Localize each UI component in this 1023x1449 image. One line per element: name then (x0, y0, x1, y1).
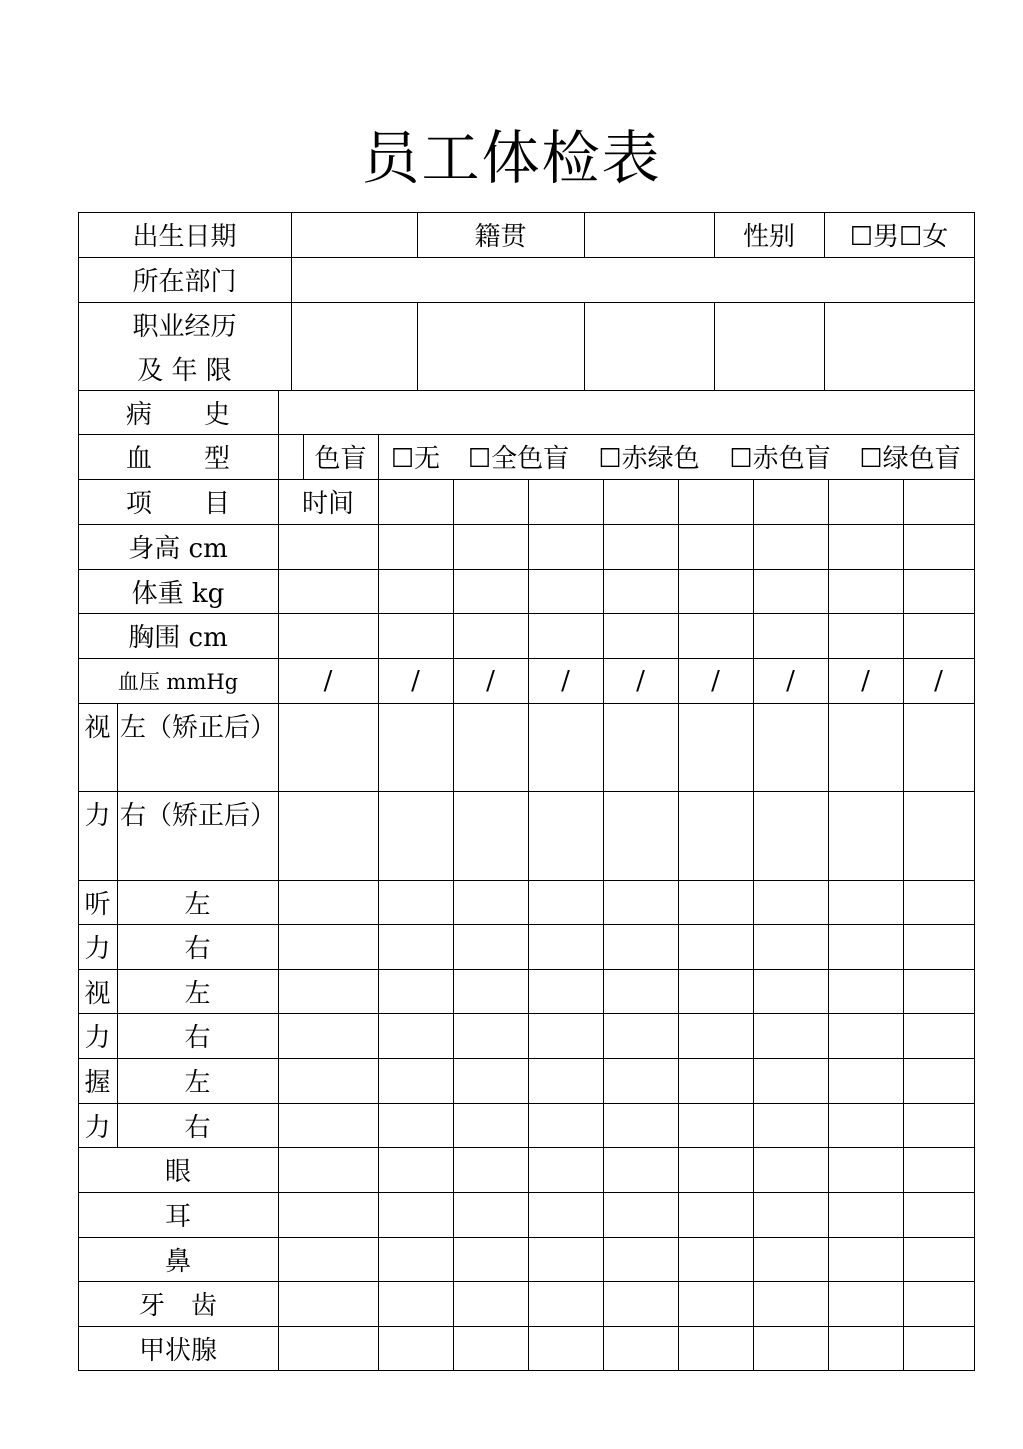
sight-group-label-bottom: 力 (84, 1023, 111, 1053)
colorblind-option[interactable]: ☐赤色盲 (729, 444, 831, 474)
hearing-group-label-bottom: 力 (84, 934, 111, 964)
table-rule (291, 302, 292, 391)
weight-label: 体重 kg (131, 578, 225, 609)
vision-left-corrected-label: 左（矫正后） (120, 712, 277, 743)
table-rule (278, 479, 279, 1371)
colorblind-option[interactable]: ☐绿色盲 (859, 444, 961, 474)
table-rule (903, 479, 904, 1371)
birth-date-field[interactable] (291, 212, 417, 257)
hearing-left-label: 左 (184, 889, 211, 920)
eye-label: 眼 (164, 1157, 191, 1187)
teeth-label: 牙 齿 (138, 1291, 217, 1321)
height-label: 身高 cm (128, 534, 228, 564)
blood-type-label: 血 型 (125, 444, 230, 474)
sight-right-label: 右 (184, 1023, 211, 1053)
colorblind-option[interactable]: ☐全色盲 (467, 444, 570, 474)
vision-group-label-top: 视 (84, 712, 111, 743)
table-rule (714, 302, 715, 391)
native-place-label: 籍贯 (474, 222, 527, 252)
sight-left-label: 左 (184, 978, 211, 1009)
grip-right-label: 右 (184, 1112, 211, 1143)
vision-right-corrected-label: 右（矫正后） (120, 800, 277, 831)
table-rule (678, 479, 679, 1371)
table-rule (417, 302, 418, 391)
table-rule (753, 479, 754, 1371)
table-rule (603, 479, 604, 1371)
table-rule (378, 479, 379, 1371)
table-rule (78, 1370, 975, 1371)
table-rule (828, 479, 829, 1371)
bp-slash: / (561, 665, 570, 696)
ear-label: 耳 (164, 1202, 191, 1232)
colorblind-option[interactable]: ☐无 (390, 444, 441, 474)
colorblind-label: 色盲 (314, 444, 367, 474)
thyroid-label: 甲状腺 (138, 1335, 217, 1366)
medical-history-field[interactable] (278, 390, 974, 434)
nose-label: 鼻 (164, 1246, 191, 1277)
bp-slash: / (411, 665, 420, 696)
sight-group-label-top: 视 (84, 978, 111, 1009)
grip-group-label-top: 握 (84, 1068, 111, 1098)
bp-slash: / (934, 665, 943, 696)
blood-pressure-label: 血压 mmHg (117, 669, 239, 694)
gender-label: 性别 (742, 222, 795, 252)
table-rule (974, 212, 975, 1371)
career-label-line2: 及 年 限 (137, 355, 232, 386)
table-rule (584, 302, 585, 391)
grip-left-label: 左 (184, 1068, 211, 1098)
department-field[interactable] (291, 257, 974, 302)
bp-slash: / (486, 665, 495, 696)
hearing-right-label: 右 (184, 934, 211, 964)
bp-slash: / (636, 665, 645, 696)
birth-date-label: 出生日期 (132, 222, 237, 252)
career-label-line1: 职业经历 (132, 311, 237, 342)
page-title: 员工体检表 (361, 124, 662, 192)
vision-group-label-bottom: 力 (84, 800, 111, 831)
colorblind-option[interactable]: ☐赤绿色 (598, 444, 700, 474)
grip-group-label-bottom: 力 (84, 1112, 111, 1143)
table-rule (453, 479, 454, 1371)
bp-slash: / (786, 665, 795, 696)
department-label: 所在部门 (132, 267, 237, 297)
bp-slash: / (861, 665, 870, 696)
time-header-label: 时间 (301, 489, 354, 519)
table-rule (824, 302, 825, 391)
bp-slash: / (323, 665, 333, 696)
gender-options[interactable]: ☐男☐女 (849, 222, 949, 252)
chest-label: 胸围 cm (128, 623, 228, 653)
native-place-field[interactable] (584, 212, 714, 257)
table-rule (528, 479, 529, 1371)
table-rule (278, 434, 279, 480)
medical-history-label: 病 史 (125, 399, 230, 430)
items-header-label: 项 目 (125, 489, 230, 519)
hearing-group-label-top: 听 (84, 889, 111, 920)
bp-slash: / (711, 665, 720, 696)
